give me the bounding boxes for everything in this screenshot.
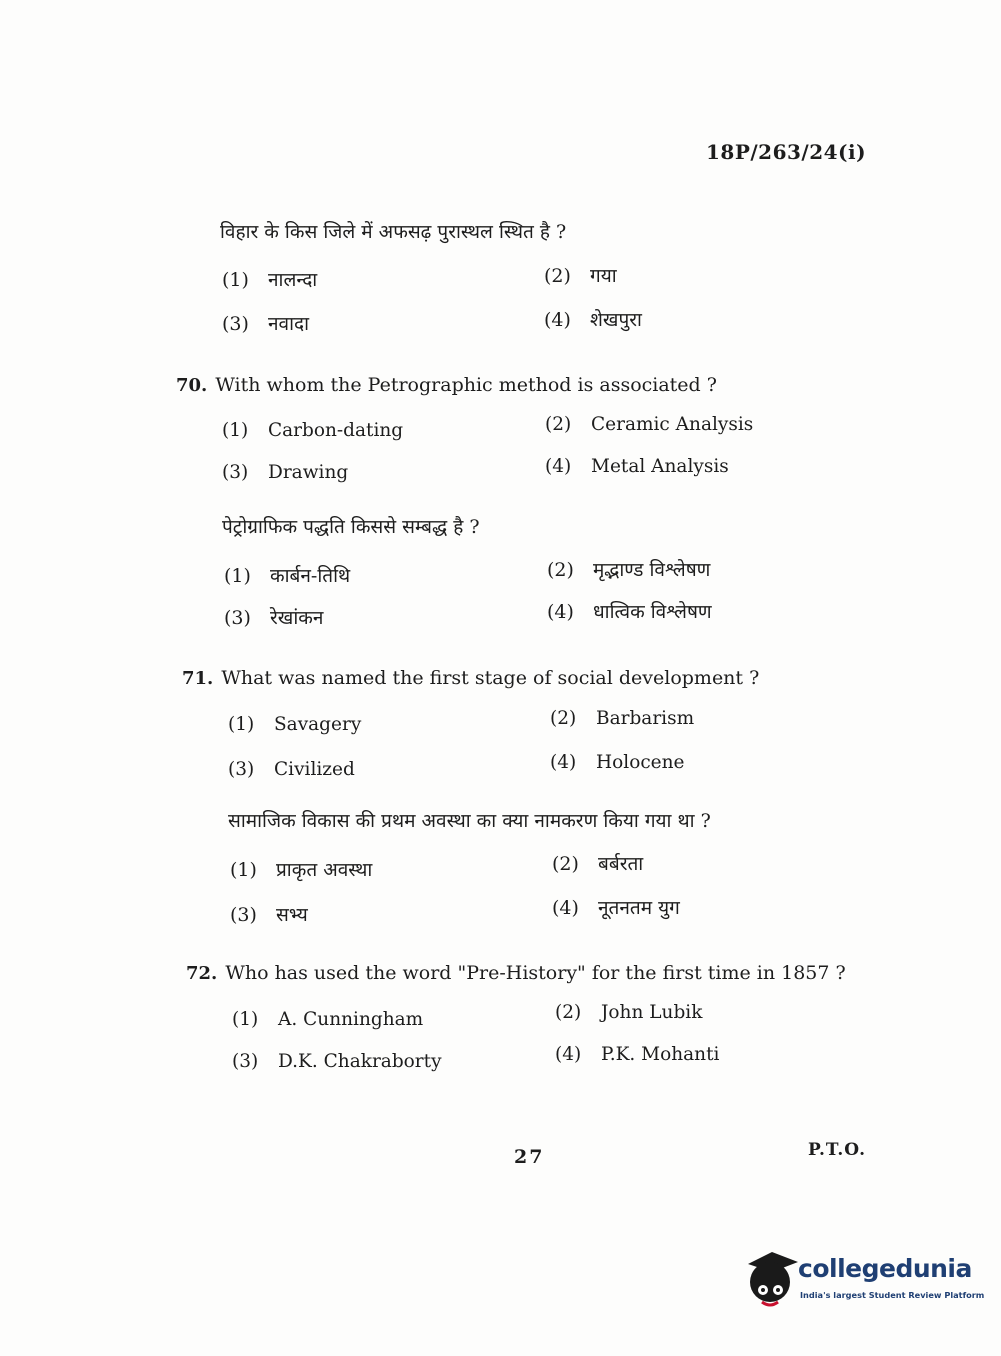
mascot-icon xyxy=(742,1248,802,1314)
q71-number: 71. xyxy=(182,668,214,689)
q69-hindi-question: विहार के किस जिले में अफसढ़ पुरास्थल स्थित है ? xyxy=(220,221,567,243)
q71-question: 71. What was named the first stage of social development ? xyxy=(182,667,760,689)
q69-hindi-option-3: (3) नवादा xyxy=(222,313,310,335)
q72-option-4: (4) P.K. Mohanti xyxy=(555,1044,720,1065)
q70-hindi-option-1: (1) कार्बन-तिथि xyxy=(224,565,351,587)
q71-option-4: (4) Holocene xyxy=(550,752,685,773)
pto-label: P.T.O. xyxy=(808,1140,866,1160)
q69-hindi-option-2: (2) गया xyxy=(544,265,617,287)
logo-tagline: India's largest Student Review Platform xyxy=(800,1290,985,1300)
q71-hindi-option-2: (2) बर्बरता xyxy=(552,853,644,875)
page-number: 27 xyxy=(514,1146,545,1168)
q71-option-2: (2) Barbarism xyxy=(550,708,695,729)
q71-option-3: (3) Civilized xyxy=(228,759,355,780)
q69-hindi-option-1: (1) नालन्दा xyxy=(222,269,318,291)
q70-option-2: (2) Ceramic Analysis xyxy=(545,414,754,435)
q71-option-1: (1) Savagery xyxy=(228,714,362,735)
q72-number: 72. xyxy=(186,963,218,984)
q72-option-3: (3) D.K. Chakraborty xyxy=(232,1051,442,1072)
q70-hindi-option-4: (4) धात्विक विश्लेषण xyxy=(547,601,712,623)
q72-option-1: (1) A. Cunningham xyxy=(232,1009,424,1030)
q70-question: 70. With whom the Petrographic method is associated ? xyxy=(176,374,717,396)
q72-option-2: (2) John Lubik xyxy=(555,1002,703,1023)
paper-code: 18P/263/24(i) xyxy=(706,140,867,164)
q70-hindi-option-2: (2) मृद्भाण्ड विश्लेषण xyxy=(547,559,711,581)
q72-question: 72. Who has used the word "Pre-History" for the first time in 1857 ? xyxy=(186,962,846,984)
q70-option-4: (4) Metal Analysis xyxy=(545,456,729,477)
collegedunia-logo xyxy=(742,1248,985,1314)
q71-hindi-option-1: (1) प्राकृत अवस्था xyxy=(230,859,373,881)
q71-hindi-option-3: (3) सभ्य xyxy=(230,904,308,926)
q70-hindi-option-3: (3) रेखांकन xyxy=(224,607,324,629)
logo-name: collegedunia xyxy=(798,1254,972,1283)
q70-hindi-question: पेट्रोग्राफिक पद्धति किससे सम्बद्ध है ? xyxy=(222,516,480,538)
q70-option-1: (1) Carbon-dating xyxy=(222,420,404,441)
q69-hindi-option-4: (4) शेखपुरा xyxy=(544,309,642,331)
q70-option-3: (3) Drawing xyxy=(222,462,349,483)
q71-hindi-option-4: (4) नूतनतम युग xyxy=(552,897,680,919)
q71-hindi-question: सामाजिक विकास की प्रथम अवस्था का क्या नामकरण किया गया था ? xyxy=(228,810,711,832)
q70-number: 70. xyxy=(176,375,208,396)
